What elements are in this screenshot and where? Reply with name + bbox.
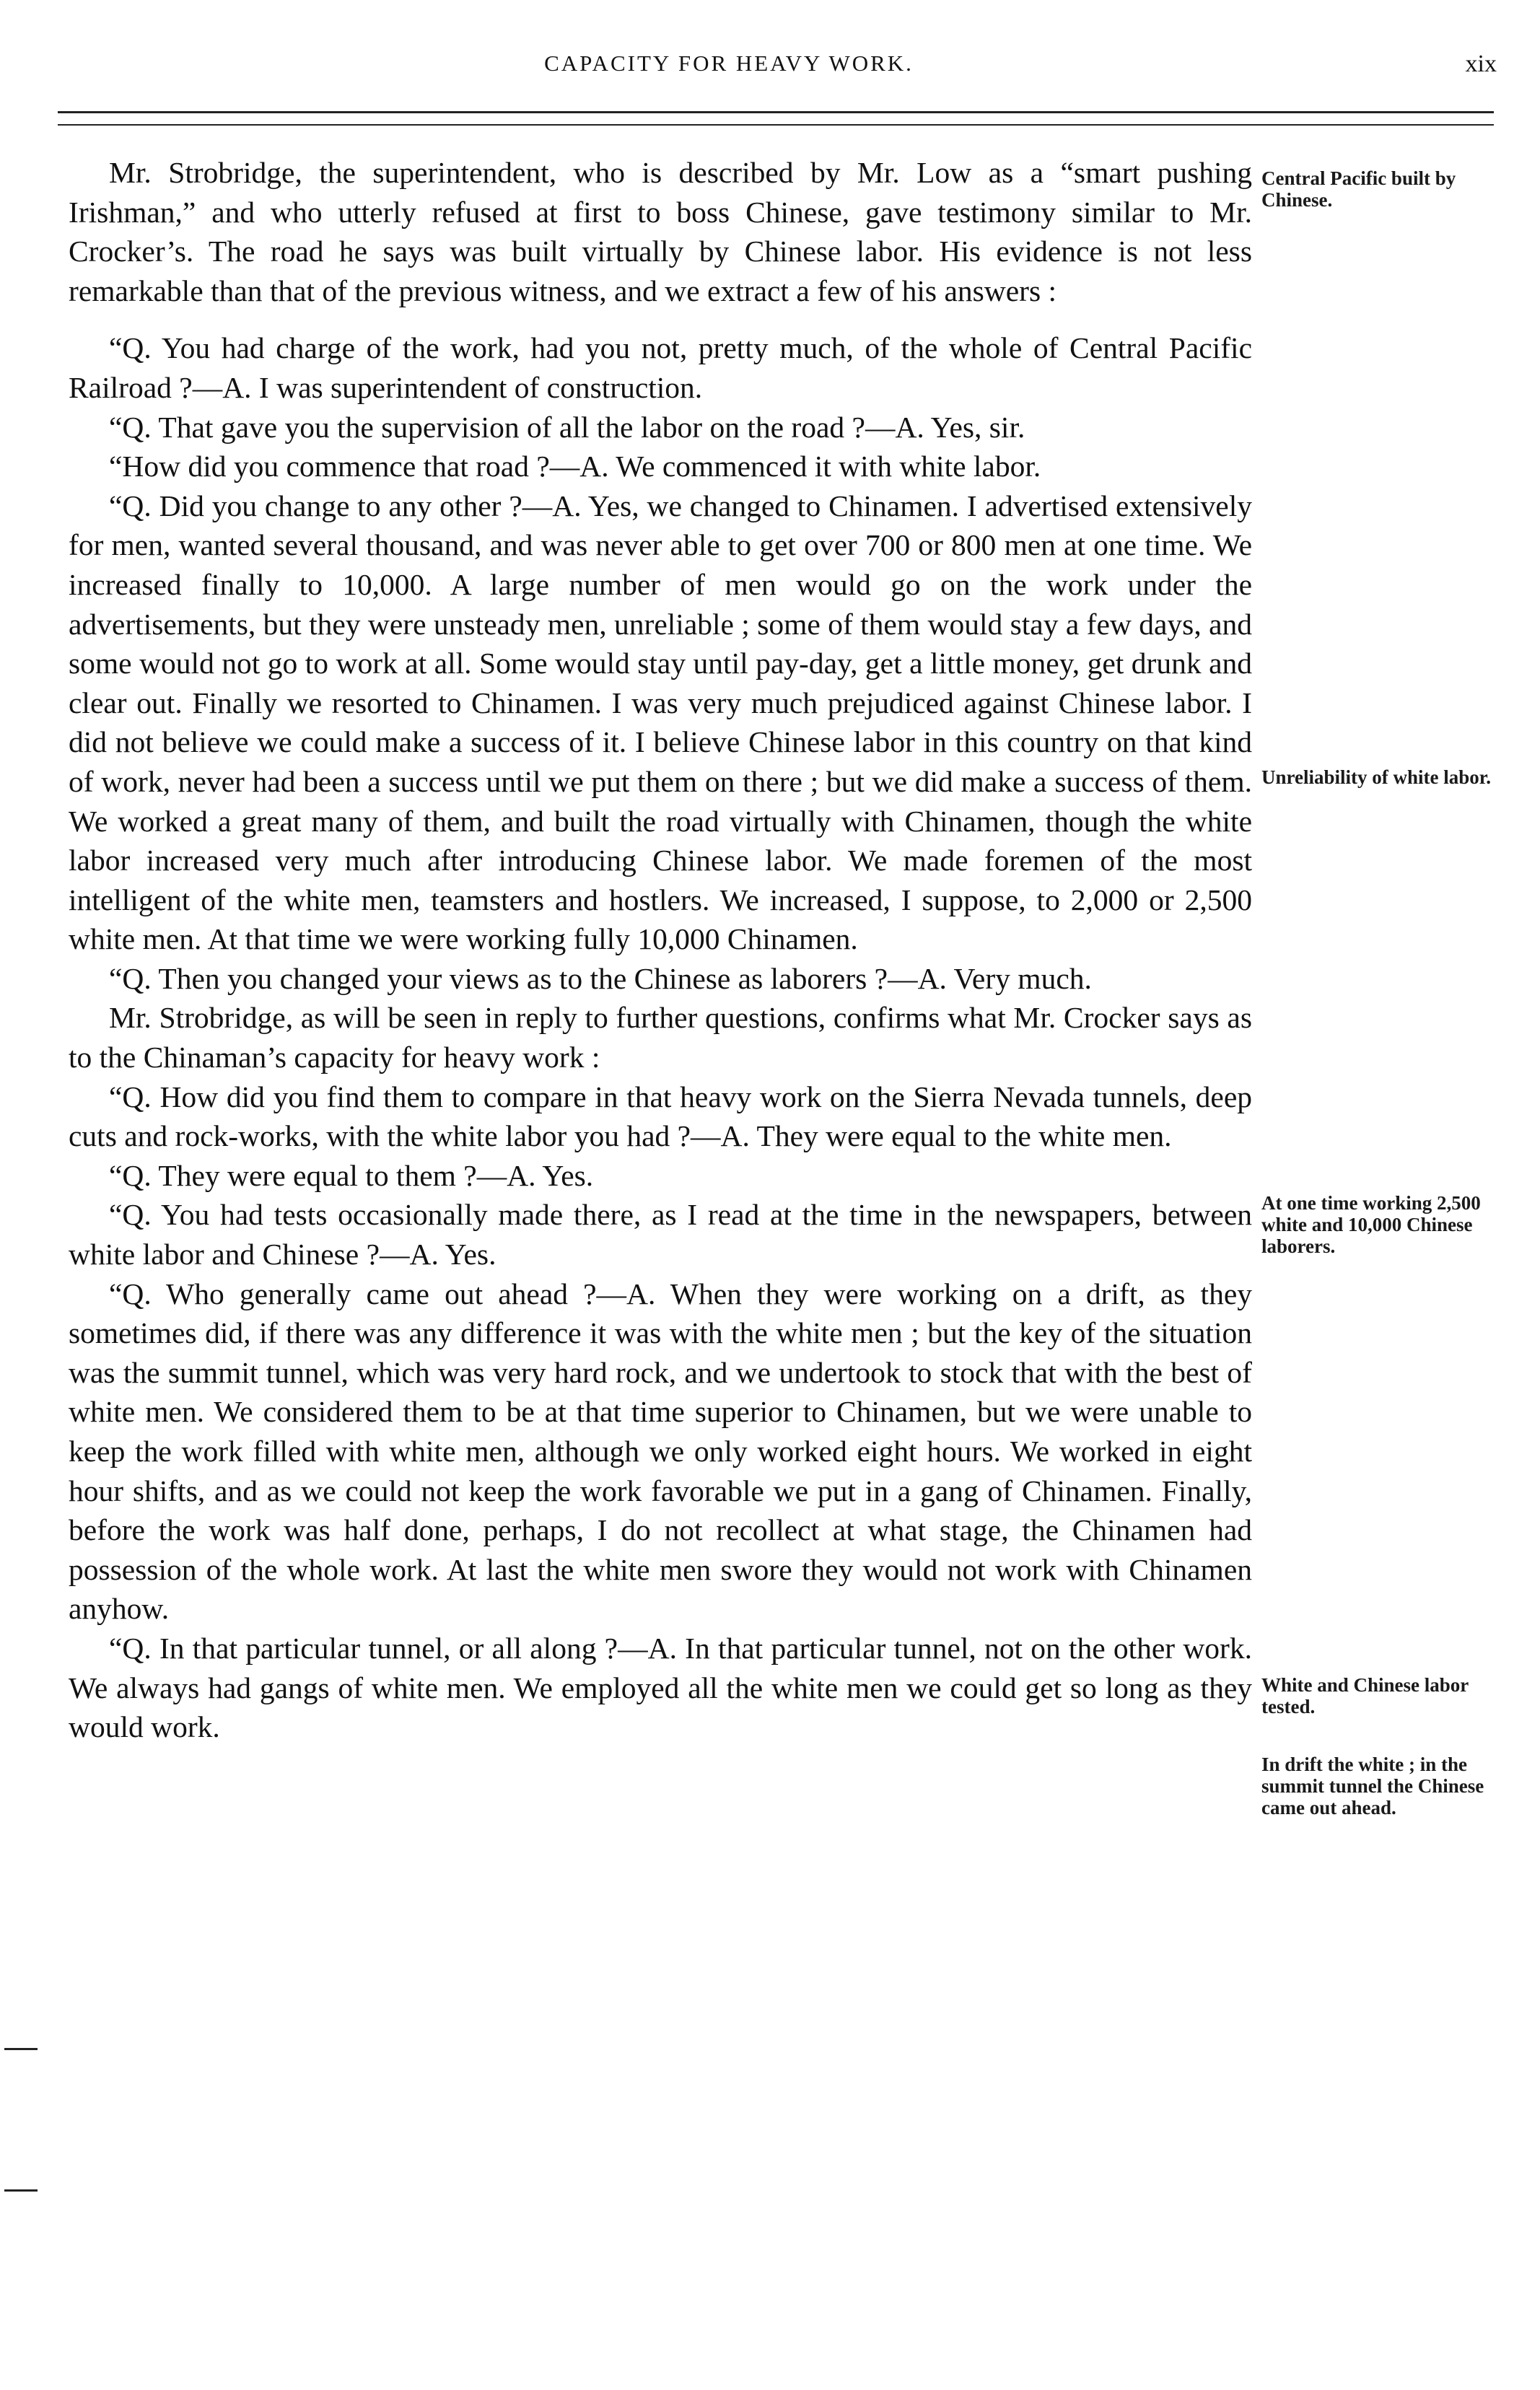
page-number: xix: [1465, 51, 1497, 77]
paragraph-qa-ahead: “Q. Who generally came out ahead ?—A. When they were working on a drift, as they sometimes did, if there was any difference it was with the white men ; but the key of the situation was the summit tunnel, which was very hard rock, and we undertook to stock that with the best of white men. We considered them to be at that time superior to Chinamen, but we were unable to keep the work filled with white men, although we only worked eight hours. We worked in eight hour shifts, and as we could not keep the work favorable we put in a gang of Chinamen. Finally, before the work was half done, perhaps, I do not recollect at what stage, the Chinamen had possession of the whole work. At last the white men swore they would not work with Chinamen anyhow.: [69, 1277, 1252, 1626]
paragraph-qa-supervision: “Q. That gave you the supervision of all the labor on the road ?—A. Yes, sir.: [109, 410, 1025, 444]
paragraph-qa-tests: “Q. You had tests occasionally made there, as I read at the time in the newspapers, between white labor and Chinese ?—A. Yes.: [69, 1198, 1252, 1271]
margin-mark: [4, 2048, 38, 2050]
paragraph-qa-tunnel: “Q. In that particular tunnel, or all along ?—A. In that particular tunnel, not on the other work. We always had gangs of white men. We employed all the white men we could get so long as they would work.: [69, 1631, 1252, 1744]
side-note-workforce: At one time working 2,500 white and 10,000 Chinese laborers.: [1261, 1192, 1481, 1257]
side-note-labor-tested: White and Chinese labor tested.: [1261, 1674, 1469, 1717]
paragraph-qa-compare: “Q. How did you find them to compare in that heavy work on the Sierra Nevada tunnels, deep cuts and rock-works, with the white labor you had ?—A. They were equal to the white men.: [69, 1080, 1252, 1153]
body-text: [69, 153, 1252, 1747]
running-head-title: CAPACITY FOR HEAVY WORK.: [544, 51, 914, 76]
paragraph-qa-change: “Q. Did you change to any other ?—A. Yes, we changed to Chinamen. I advertised extensively for men, wanted several thousand, and was never able to get over 700 or 800 men at one time. We increased finally to 10,000. A large number of men would go on the work under the advertisements, but they were unsteady men, unreliable ; some of them would stay a few days, and some would not go to work at all. Some would stay until pay-day, get a little money, get drunk and clear out. Finally we resorted to Chinamen. I was very much prejudiced against Chinese labor. I did not believe we could make a success of it. I believe Chinese labor in this country on that kind of work, never had been a success until we put them on there ; but we did make a success of them. We worked a great many of them, and built the road virtually with Chinamen, though the white labor increased very much after introducing Chinese labor. We made foremen of the most intelligent of the white men, teamsters and hostlers. We increased, I suppose, to 2,000 or 2,500 white men. At that time we were working fully 10,000 Chinamen.: [69, 489, 1252, 956]
side-note-central-pacific: Central Pacific built by Chinese.: [1261, 167, 1456, 211]
paragraph-qa-views: “Q. Then you changed your views as to the Chinese as laborers ?—A. Very much.: [109, 961, 1092, 995]
header-rule-bottom: [58, 124, 1494, 126]
header-rule-top: [58, 111, 1494, 113]
running-head: [0, 51, 1540, 79]
paragraph-qa-charge: “Q. You had charge of the work, had you not, pretty much, of the whole of Central Pacific Railroad ?—A. I was superintendent of construction.: [69, 331, 1252, 404]
paragraph-qa-equal: “Q. They were equal to them ?—A. Yes.: [109, 1158, 594, 1192]
paragraph-qa-commence: “How did you commence that road ?—A. We commenced it with white labor.: [109, 450, 1041, 483]
paragraph-heavy-work: Mr. Strobridge, as will be seen in reply to further questions, confirms what Mr. Crocker says as to the Chinaman’s capacity for heavy work :: [69, 1001, 1252, 1074]
paragraph-intro: Mr. Strobridge, the superintendent, who is described by Mr. Low as a “smart pushing Irishman,” and who utterly refused at first to boss Chinese, gave testimony similar to Mr. Crocker’s. The road he says was built virtually by Chinese labor. His evidence is not less remarkable than that of the previous witness, and we extract a few of his answers :: [69, 156, 1252, 307]
side-note-drift-summit: In drift the white ; in the summit tunnel the Chinese came out ahead.: [1261, 1754, 1484, 1818]
side-note-unreliability: Unreliability of white labor.: [1261, 766, 1492, 788]
margin-mark: [4, 2189, 38, 2192]
